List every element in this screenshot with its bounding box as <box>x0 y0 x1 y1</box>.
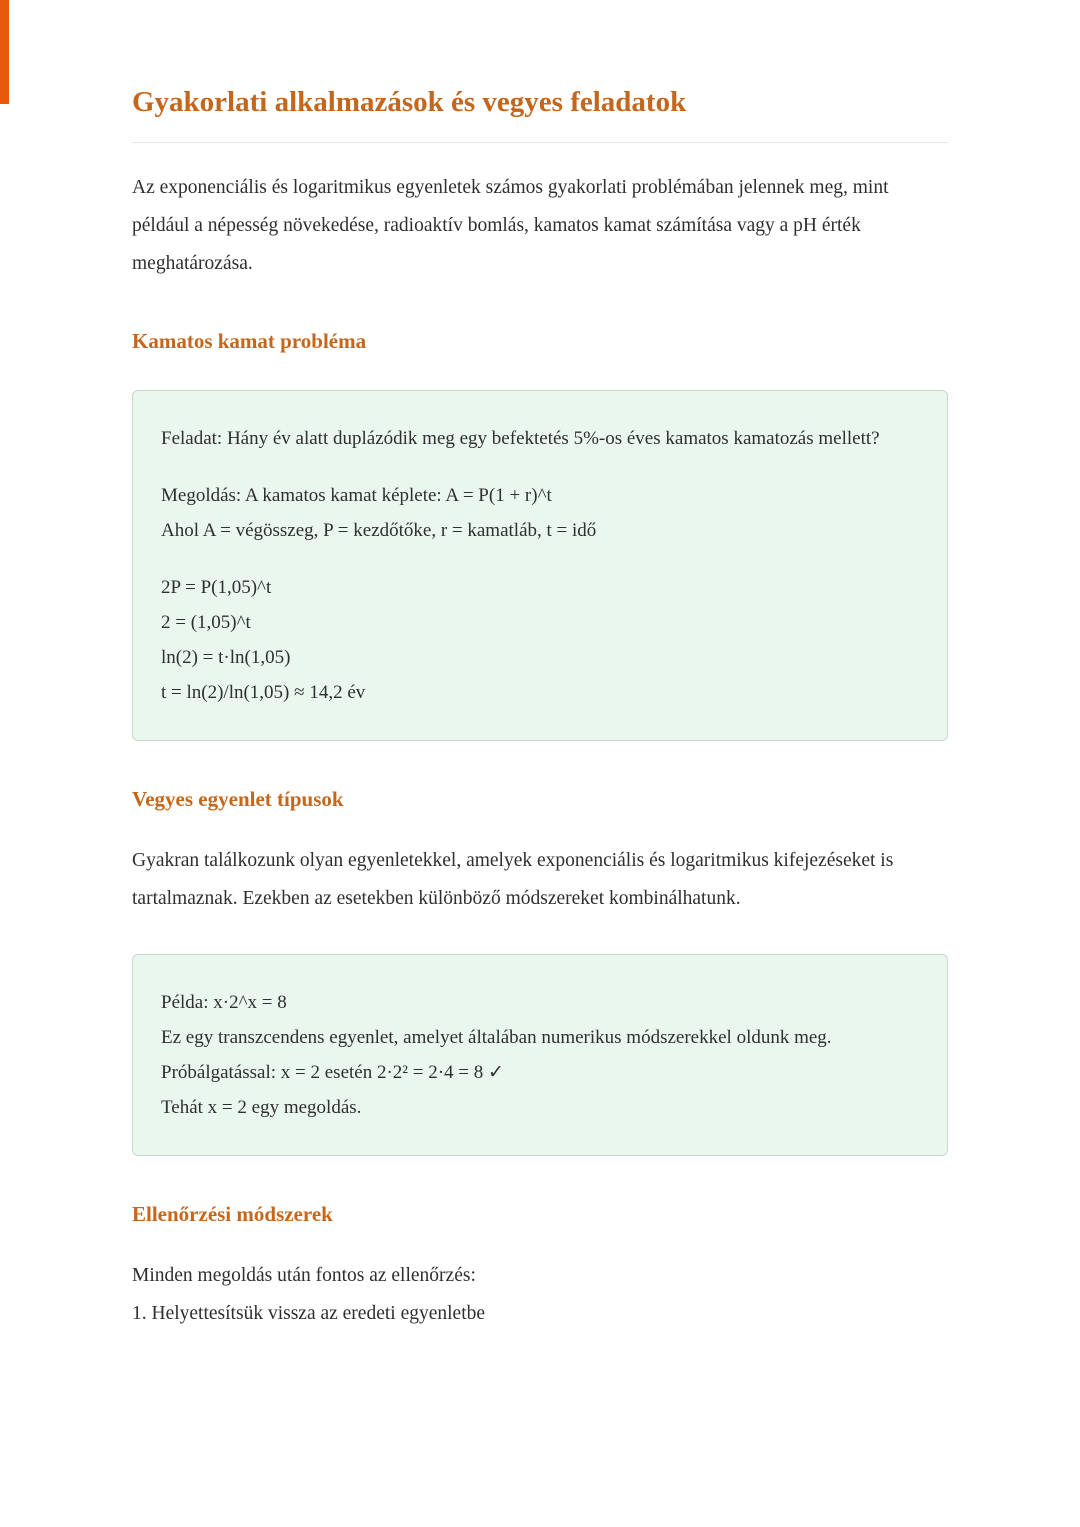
example-line-1: Példa: x·2^x = 8 <box>161 991 287 1013</box>
article <box>132 0 948 1393</box>
equation-step-4: t = ln(2)/ln(1,05) ≈ 14,2 év <box>161 681 366 703</box>
vegyes-paragraph: Gyakran találkozunk olyan egyenletekkel, amelyek exponenciális és logaritmikus kifejezéseket is tartalmaznak. Ezekben az esetekben különböző módszereket kombinálhatunk. <box>132 849 894 909</box>
example-box-kamatos-kamat <box>132 390 948 741</box>
solution-legend-line: Ahol A = végösszeg, P = kezdőtőke, r = kamatláb, t = idő <box>161 519 597 541</box>
section-heading-vegyes-egyenletek: Vegyes egyenlet típusok <box>132 786 344 811</box>
intro-paragraph: Az exponenciális és logaritmikus egyenletek számos gyakorlati problémában jelennek meg, mint például a népesség növekedése, radioaktív bomlás, kamatos kamat számítása vagy a pH érték meghatározása. <box>132 176 889 274</box>
title-divider <box>132 142 948 143</box>
equation-step-2: 2 = (1,05)^t <box>161 611 251 633</box>
equation-step-3: ln(2) = t·ln(1,05) <box>161 646 291 668</box>
example-line-4: Tehát x = 2 egy megoldás. <box>161 1096 362 1118</box>
example-lines <box>161 985 919 1125</box>
example-line-3: Próbálgatással: x = 2 esetén 2·2² = 2·4 = 8 ✓ <box>161 1061 504 1083</box>
section-heading-ellenorzes: Ellenőrzési módszerek <box>132 1201 333 1226</box>
solution-formula-line: Megoldás: A kamatos kamat képlete: A = P(1 + r)^t <box>161 484 552 506</box>
ellenorzes-paragraph <box>132 1257 948 1333</box>
page-title: Gyakorlati alkalmazások és vegyes feladatok <box>132 86 687 118</box>
ellenorzes-line-1: Minden megoldás után fontos az ellenőrzés: <box>132 1264 476 1286</box>
page-edge-accent-bar <box>0 0 9 104</box>
ellenorzes-line-2: 1. Helyettesítsük vissza az eredeti egyenletbe <box>132 1302 486 1324</box>
problem-statement: Feladat: Hány év alatt duplázódik meg egy befektetés 5%-os éves kamatos kamatozás mellett? <box>161 427 880 449</box>
equation-step-1: 2P = P(1,05)^t <box>161 576 272 598</box>
section-heading-kamatos-kamat: Kamatos kamat probléma <box>132 328 367 353</box>
example-line-2: Ez egy transzcendens egyenlet, amelyet általában numerikus módszerekkel oldunk meg. <box>161 1026 832 1048</box>
solution-steps <box>161 570 919 710</box>
solution-intro <box>161 478 919 548</box>
example-box-transzcendens <box>132 954 948 1156</box>
